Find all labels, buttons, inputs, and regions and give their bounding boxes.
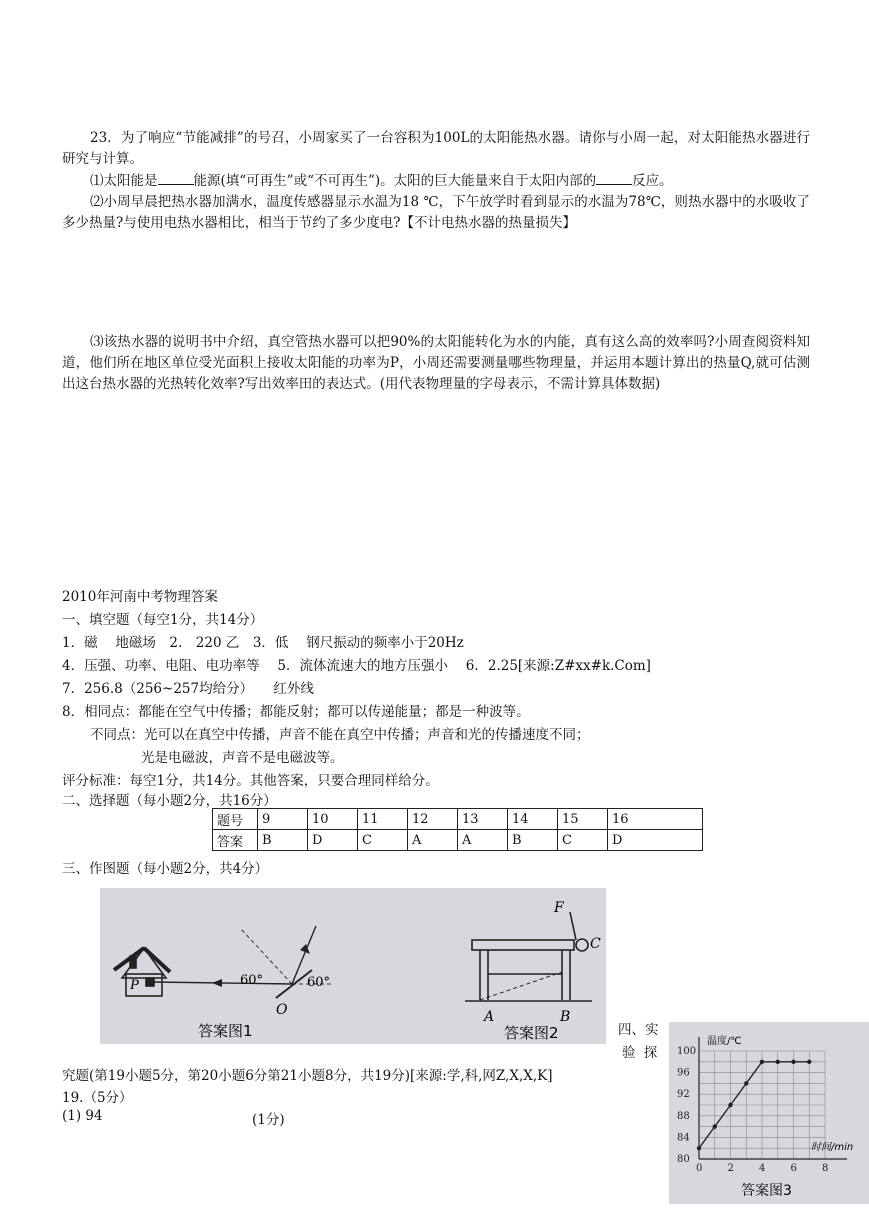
data-point	[744, 1081, 748, 1085]
question-19-heading: 19.（5分）	[62, 1090, 133, 1106]
data-point	[807, 1060, 811, 1064]
data-point	[713, 1124, 717, 1128]
table-cell: C	[558, 830, 608, 851]
fig1-angle-right: 60°	[307, 975, 331, 990]
temperature-chart	[669, 1022, 869, 1204]
x-tick-label: 0	[696, 1163, 703, 1174]
answer-line-1: 1．磁 地磁场 2. 220 乙 3．低 钢尺振动的频率小于20Hz	[62, 635, 464, 651]
table-cell: C	[358, 830, 408, 851]
choice-answer-table	[212, 808, 703, 851]
q23-part3: ⑶该热水器的说明书中介绍，真空管热水器可以把90%的太阳能转化为水的内能，真有这么高的效率吗?小周查阅资料知道，他们所在地区单位受光面积上接收太阳能的功率为P，小周还需要测量哪些物理量，并运用本题计算出的热量Q,就可估测出这台热水器的光热转化效率?写出效率田的表达式。(用代表物理量的字母表示，不需计算具体数据)	[62, 334, 810, 392]
table-cell: B	[258, 830, 308, 851]
x-tick-label: 4	[759, 1163, 766, 1174]
table-row	[213, 830, 703, 851]
fig2-label-c: C	[590, 936, 601, 952]
q23-part2: ⑵小周早晨把热水器加满水，温度传感器显示水温为18 ℃，下午放学时看到显示的水温为78℃，则热水器中的水吸收了多少热量?与使用电热水器相比，相当于节约了多少度电?【不计电热水器的热量损失】	[62, 194, 810, 231]
table-cell: 答案	[213, 830, 258, 851]
fig2-label-b: B	[560, 1009, 571, 1025]
table-cell: A	[458, 830, 508, 851]
chart-ticks	[677, 1046, 828, 1174]
table-cell: 14	[508, 809, 558, 830]
table-cell: 13	[458, 809, 508, 830]
q23-part1-a: ⑴太阳能是	[90, 173, 158, 189]
answer-line-5: 不同点：光可以在真空中传播，声音不能在真空中传播；声音和光的传播速度不同；	[90, 727, 590, 743]
section-3-heading: 三、作图题（每小题2分，共4分）	[62, 861, 269, 877]
answer-blank-2[interactable]	[596, 172, 632, 185]
answer-line-3: 7．256.8（256~257均给分） 红外线	[62, 681, 314, 697]
table-cell: 12	[408, 809, 458, 830]
section-4-heading-part1: 四、实	[618, 1022, 659, 1038]
fig2-label-a: A	[484, 1009, 495, 1025]
y-tick-label: 92	[677, 1089, 690, 1101]
chart-grid	[699, 1051, 825, 1159]
y-axis-label: 温度/℃	[707, 1036, 742, 1047]
fig3-caption: 答案图3	[741, 1183, 792, 1199]
y-tick-label: 80	[677, 1154, 690, 1165]
figure-1-2-photo	[100, 888, 606, 1044]
question-19-score: (1分)	[252, 1112, 285, 1128]
section-2-heading: 二、选择题（每小题2分，共16分）	[62, 793, 277, 809]
arrow-icon	[212, 979, 222, 987]
y-tick-label: 84	[677, 1132, 690, 1144]
table-cell: 15	[558, 809, 608, 830]
figure-1-2-drawing	[100, 888, 606, 1044]
y-tick-label: 100	[677, 1046, 697, 1057]
section-4-heading-part2: 验 探	[622, 1045, 660, 1061]
fig1-label-o: O	[276, 1002, 288, 1018]
table-cell: 题号	[213, 809, 258, 830]
table-cell: D	[608, 830, 703, 851]
x-axis-label: 时间/min	[811, 1142, 854, 1153]
data-point	[791, 1060, 795, 1064]
answers-title: 2010年河南中考物理答案	[62, 589, 218, 605]
answer-line-2: 4．压强、功率、电阻、电功率等 5．流体流速大的地方压强小 6．2.25[来源:Z#xx#k.Com]	[62, 658, 651, 674]
table-cell: A	[408, 830, 458, 851]
x-tick-label: 6	[790, 1163, 797, 1174]
figure-3-photo	[669, 1022, 869, 1204]
answer-blank-1[interactable]	[158, 172, 194, 185]
grading-note: 评分标准：每空1分，共14分。其他答案，只要合理同样给分。	[62, 773, 439, 789]
fig2-caption: 答案图2	[504, 1024, 559, 1042]
table-row	[213, 809, 703, 830]
fig1-label-p: P	[130, 977, 140, 993]
fig1-caption: 答案图1	[198, 1022, 253, 1040]
answer-line-6: 光是电磁波，声音不是电磁波等。	[141, 750, 344, 766]
table-cell: 16	[608, 809, 703, 830]
section-4-heading-part3: 究题(第19小题5分，第20小题6分第21小题8分，共19分)[来源:学,科,网Z,X,X,K]	[62, 1068, 553, 1084]
table-cell: B	[508, 830, 558, 851]
fig2-label-f: F	[554, 900, 564, 916]
y-tick-label: 96	[677, 1067, 690, 1079]
table-cell: 9	[258, 809, 308, 830]
q23-intro: 23．为了响应“节能减排”的号召，小周家买了一台容积为100L的太阳能热水器。请你与小周一起，对太阳能热水器进行研究与计算。	[62, 130, 810, 167]
data-point	[728, 1103, 732, 1107]
x-tick-label: 8	[822, 1163, 829, 1174]
y-tick-label: 88	[677, 1110, 690, 1122]
data-point	[760, 1060, 764, 1064]
q23-part1-b: 能源(填“可再生”或“不可再生”)。太阳的巨大能量来自于太阳内部的	[193, 173, 597, 189]
table-cell: D	[308, 830, 358, 851]
table-cell: 11	[358, 809, 408, 830]
q23-part1	[62, 171, 810, 192]
x-tick-label: 2	[727, 1163, 734, 1174]
house-figure	[114, 948, 170, 996]
question-19-answer: (1) 94	[62, 1108, 103, 1124]
fig1-angle-left: 60°	[240, 973, 264, 988]
data-point	[776, 1060, 780, 1064]
data-point	[697, 1146, 701, 1150]
table-figure	[465, 912, 592, 1001]
q23-part1-c: 反应。	[632, 173, 673, 189]
section-1-heading: 一、填空题（每空1分，共14分）	[62, 612, 264, 628]
table-cell: 10	[308, 809, 358, 830]
answer-line-4: 8．相同点：都能在空气中传播；都能反射；都可以传递能量；都是一种波等。	[62, 704, 530, 720]
